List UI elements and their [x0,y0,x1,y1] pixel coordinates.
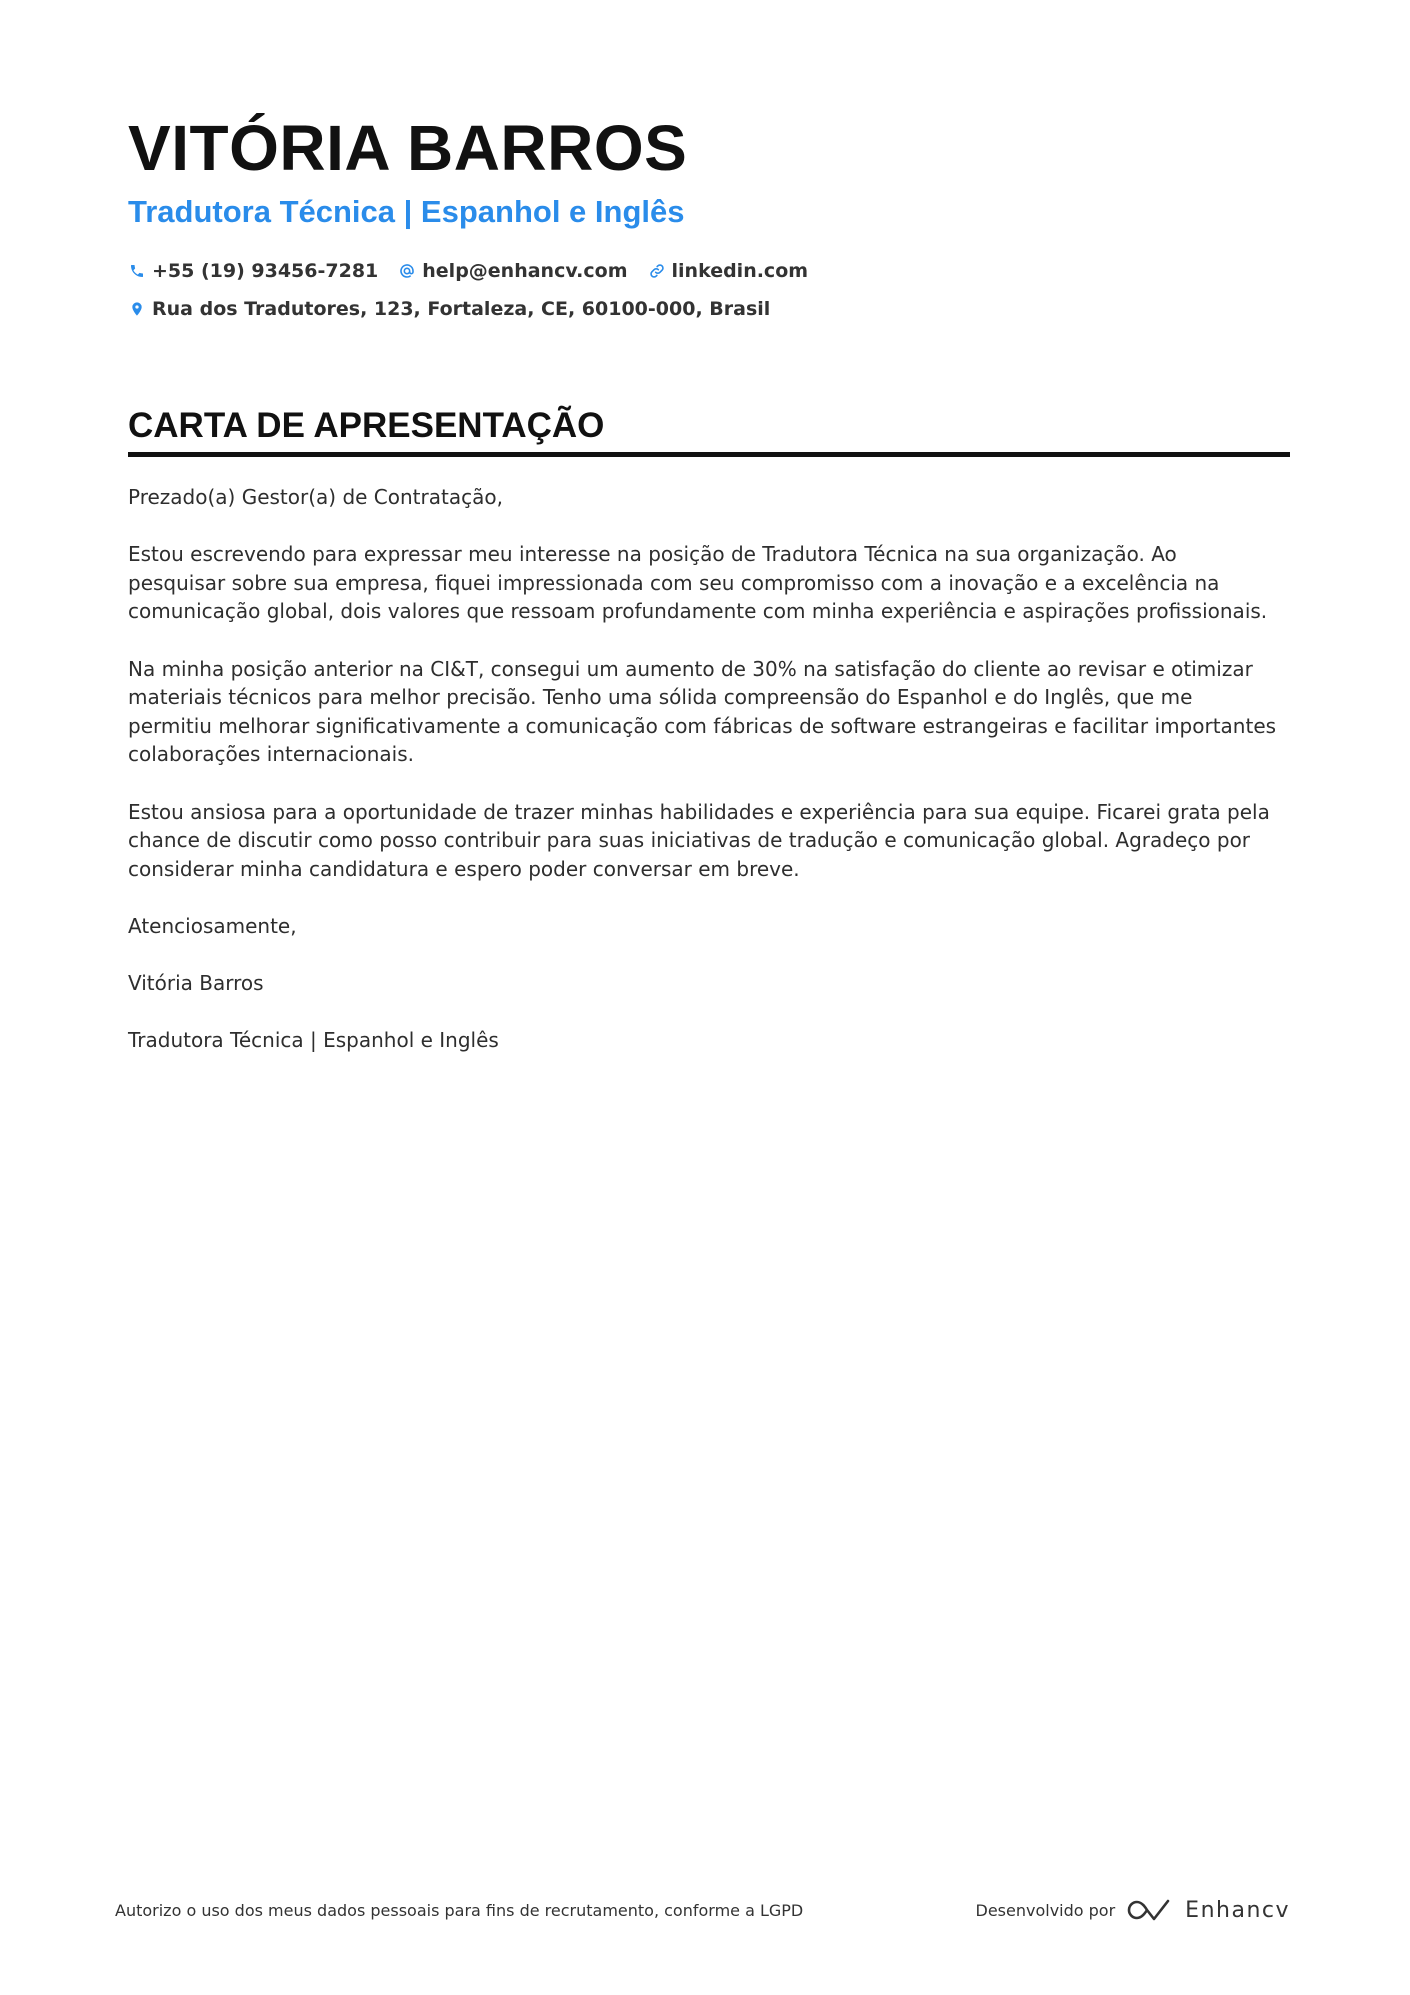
signature-title: Tradutora Técnica | Espanhol e Inglês [128,1028,499,1053]
candidate-title: Tradutora Técnica | Espanhol e Inglês [128,194,685,229]
powered-by-label: Desenvolvido por [975,1900,1116,1920]
closing: Atenciosamente, [128,913,297,938]
brand-name: Enhancv [1185,1897,1290,1923]
salutation: Prezado(a) Gestor(a) de Contratação, [128,485,503,509]
enhancv-logo-icon [1127,1896,1175,1924]
address-text: Rua dos Tradutores, 123, Fortaleza, CE, 60100-000, Brasil [152,298,771,320]
phone-icon [128,262,146,280]
enhancv-logo[interactable] [1127,1896,1290,1924]
header [128,110,1288,328]
location-pin-icon [128,300,146,318]
linkedin-contact[interactable] [648,260,809,282]
phone-text: +55 (19) 93456-7281 [152,260,379,282]
contact-row [128,252,1288,290]
cover-letter-section [128,402,1290,1083]
contact-row [128,290,1288,328]
link-icon [648,262,666,280]
contact-info [128,252,1288,328]
footer [115,1890,1290,1930]
powered-by[interactable] [976,1896,1290,1924]
lgpd-consent: Autorizo o uso dos meus dados pessoais para fins de recrutamento, conforme a LGPD [115,1900,804,1920]
email-contact[interactable] [398,260,627,282]
candidate-name: VITÓRIA BARROS [128,112,688,184]
letter-paragraph: Na minha posição anterior na CI&T, consegui um aumento de 30% na satisfação do cliente ao revisar e otimizar materiais técnicos para melhor precisão. Tenho uma sólida compreensão do Espanhol e do Inglês, que me permitiu melhorar significativamente a comunicação com fábricas de software estrangeiras e facilitar importantes colaborações internacionais. [128,656,1277,767]
signature-name: Vitória Barros [128,971,264,996]
letter-body [128,483,1278,1055]
linkedin-text[interactable]: linkedin.com [671,260,809,282]
letter-paragraph: Estou ansiosa para a oportunidade de trazer minhas habilidades e experiência para sua equipe. Ficarei grata pela chance de discutir como posso contribuir para suas iniciativas de tradução e comunicação global. Agradeço por considerar minha candidatura e espero poder conversar em breve. [128,799,1270,881]
address-contact [128,298,770,320]
email-text[interactable]: help@enhancv.com [422,260,628,282]
phone-contact [128,260,378,282]
letter-paragraph: Estou escrevendo para expressar meu interesse na posição de Tradutora Técnica na sua organização. Ao pesquisar sobre sua empresa, fiquei impressionada com seu compromisso com a inovação e a excelência na comunicação global, dois valores que ressoam profundamente com minha experiência e aspirações profissionais. [128,542,1268,624]
at-icon [398,262,416,280]
section-title: CARTA DE APRESENTAÇÃO [128,402,1290,457]
